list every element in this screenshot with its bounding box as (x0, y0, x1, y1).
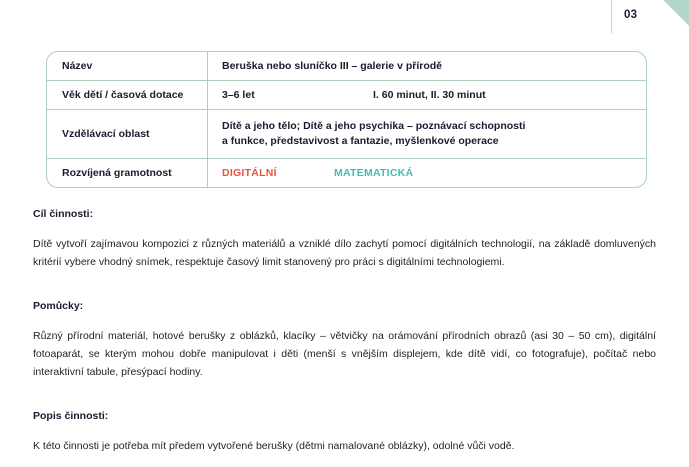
paragraph-goal: Dítě vytvoří zajímavou kompozici z různých materiálů a vzniklé dílo zachytí pomocí digitálních technologií, na základě domluvených kritérií vybere vhodný snímek, respektuje časový limit stanovený pro práci s digitálními technologiemi. (33, 238, 656, 268)
age-range-value: 3–6 let (222, 89, 255, 101)
paragraph-supplies: Různý přírodní materiál, hotové berušky z oblázků, klacíky – větvičky na orámování přírodních obrazů (asi 30 – 50 cm), digitální fotoaparát, se kterým mohou dobře manipulovat i děti (menší s vnějším displejem, kde dítě vidí, co fotografuje), počítač nebo interaktivní tabule, přesýpací hodiny. (33, 330, 656, 378)
educational-area-line-2: a funkce, představivost a fantazie, myšlenkové operace (222, 135, 499, 148)
corner-accent-triangle (663, 0, 689, 26)
table-row-age-duration (47, 81, 646, 110)
table-row-educational-area (47, 110, 646, 159)
row-value-educational-area (208, 110, 646, 158)
age-duration-group (222, 89, 636, 101)
document-body (33, 208, 656, 456)
row-value-name: Beruška nebo sluníčko III – galerie v přírodě (222, 60, 442, 72)
activity-info-table (46, 51, 647, 188)
row-label-age-duration: Věk dětí / časová dotace (47, 81, 208, 109)
heading-description: Popis činnosti: (33, 410, 109, 423)
educational-area-line-1: Dítě a jeho tělo; Dítě a jeho psychika – poznávací schopnosti (222, 120, 526, 132)
heading-goal: Cíl činnosti: (33, 208, 94, 220)
duration-value: I. 60 minut, II. 30 minut (373, 89, 486, 101)
literacy-tag-mathematical: MATEMATICKÁ (334, 167, 414, 180)
row-label-literacy: Rozvíjená gramotnost (47, 159, 208, 187)
heading-supplies: Pomůcky: (33, 300, 84, 313)
literacy-tag-digital: DIGITÁLNÍ (222, 167, 277, 180)
page-number: 03 (624, 9, 638, 21)
row-value-age-duration (208, 81, 646, 109)
table-row-name (47, 52, 646, 81)
table-row-literacy (47, 159, 646, 187)
row-label-educational-area: Vzdělávací oblast (47, 110, 208, 158)
row-label-name: Název (47, 52, 208, 80)
row-value-literacy (208, 159, 646, 187)
page-header (0, 0, 689, 44)
literacy-tags-group (222, 167, 636, 179)
paragraph-description: K této činnosti je potřeba mít předem vytvořené berušky (dětmi namalované oblázky), odolné vůči vodě. (33, 440, 515, 453)
header-divider-rule (611, 0, 612, 33)
